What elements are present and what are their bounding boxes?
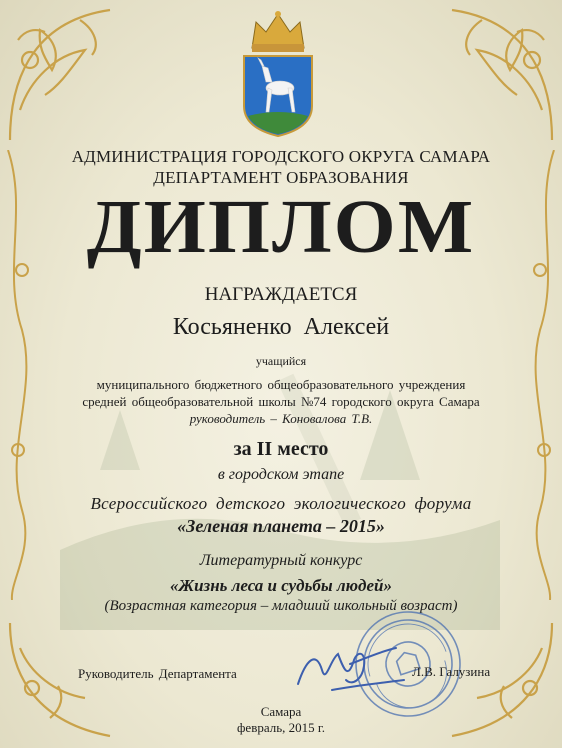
contest-name: «Жизнь леса и судьбы людей» bbox=[170, 576, 392, 595]
signature-label: Руководитель Департамента bbox=[78, 666, 237, 681]
organization-block bbox=[0, 146, 562, 188]
school-block bbox=[0, 376, 562, 427]
forum-name: «Зеленая планета – 2015» bbox=[177, 516, 385, 536]
ornament-top-right bbox=[412, 0, 562, 150]
recipient-role: учащийся bbox=[255, 354, 307, 368]
issue-city: Самара bbox=[260, 704, 302, 719]
awarded-label: НАГРАЖДАЕТСЯ bbox=[204, 284, 358, 305]
contest-label: Литературный конкурс bbox=[199, 552, 363, 569]
award-stage: в городском этапе bbox=[217, 466, 345, 483]
recipient-name: Косьяненко Алексей bbox=[172, 314, 390, 340]
age-category: (Возрастная категория – младший школьный возраст) bbox=[104, 598, 458, 614]
samara-coat-of-arms-icon bbox=[238, 8, 318, 138]
signature-name: Л.В. Галузина bbox=[412, 664, 491, 679]
supervisor: руководитель – Коновалова Т.В. bbox=[189, 411, 373, 426]
handwritten-signature bbox=[292, 640, 412, 698]
organization-line-2: ДЕПАРТАМЕНТ ОБРАЗОВАНИЯ bbox=[153, 168, 409, 187]
school-line-1: муниципального бюджетного общеобразовательного учреждения bbox=[96, 377, 466, 392]
organization-line-1: АДМИНИСТРАЦИЯ ГОРОДСКОГО ОКРУГА САМАРА bbox=[71, 147, 491, 166]
award-place: за II место bbox=[233, 438, 329, 460]
school-line-2: средней общеобразовательной школы №74 городского округа Самара bbox=[82, 394, 480, 409]
diploma-title: ДИПЛОМ bbox=[86, 185, 476, 269]
ornament-top-left bbox=[0, 0, 150, 150]
forum-title: Всероссийского детского экологического форума bbox=[90, 494, 472, 513]
issue-date: февраль, 2015 г. bbox=[237, 720, 325, 735]
